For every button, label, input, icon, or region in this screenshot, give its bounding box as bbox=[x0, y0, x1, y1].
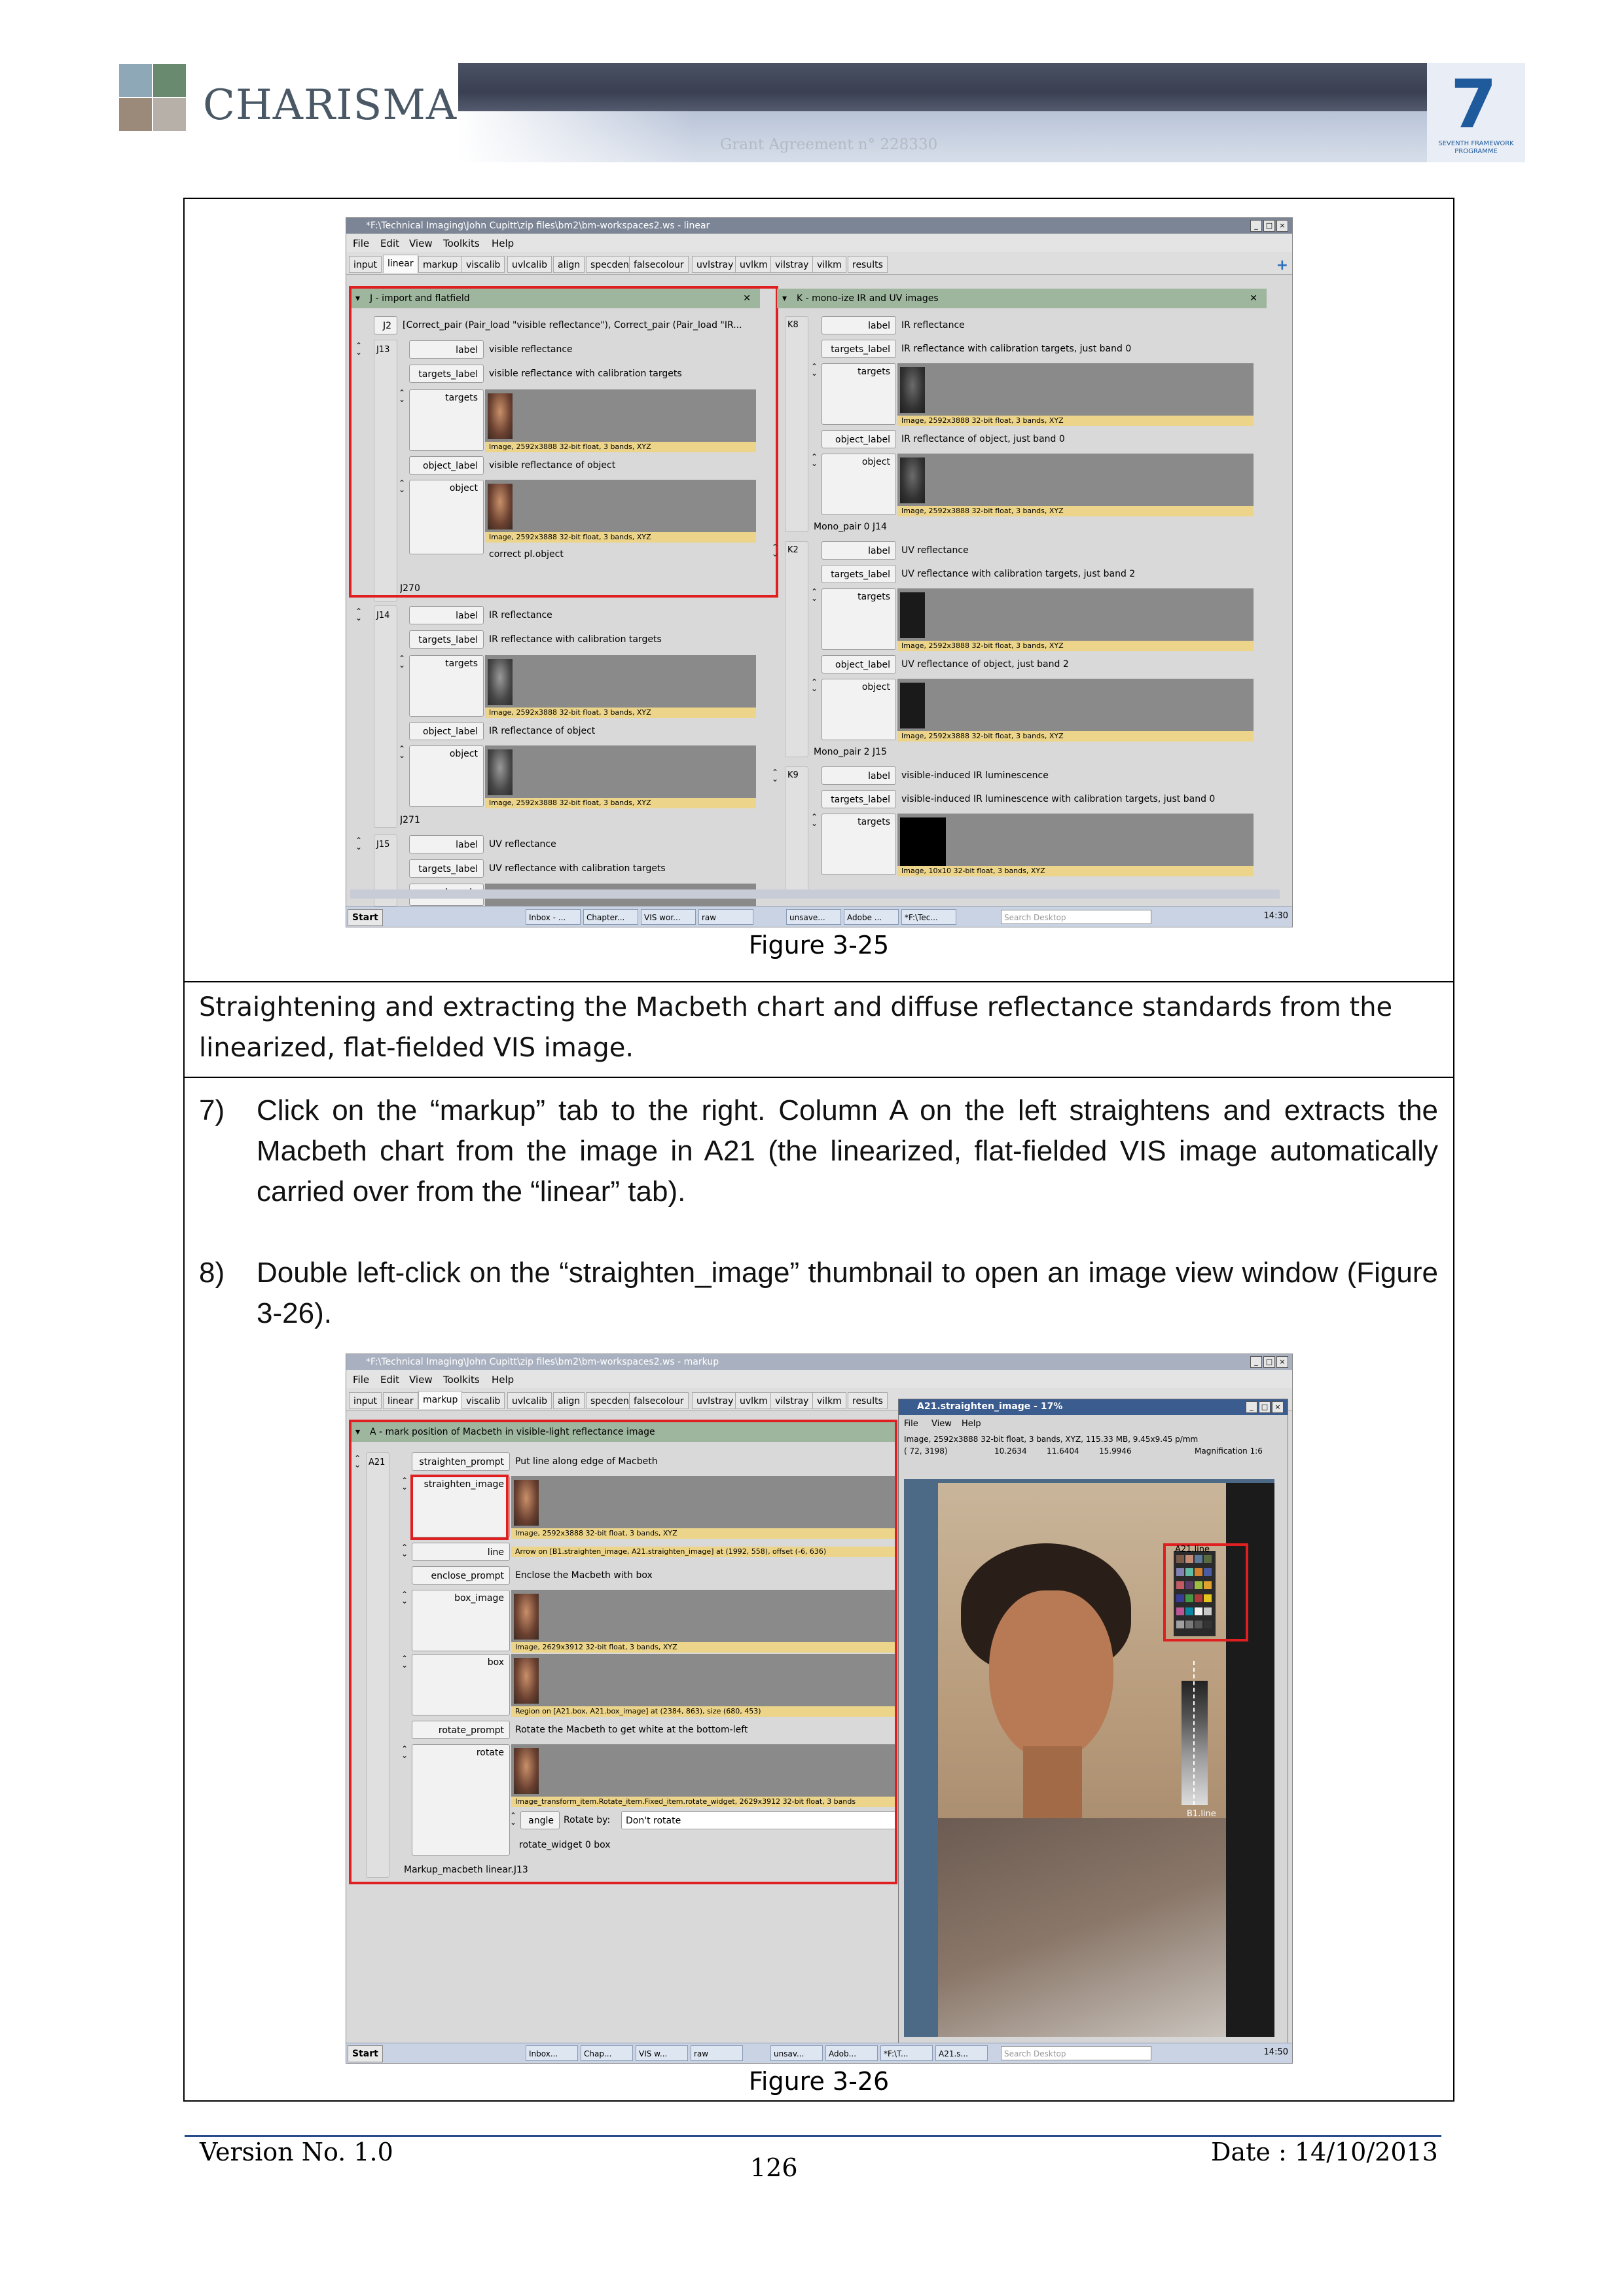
header-band-fade bbox=[458, 111, 694, 162]
minimize-icon[interactable]: _ bbox=[1250, 1356, 1262, 1368]
targets-label-button[interactable]: targets_label bbox=[821, 340, 896, 358]
footer-page-number: 126 bbox=[750, 2153, 798, 2182]
angle-button[interactable]: angle bbox=[520, 1811, 560, 1829]
row-k2-gutter bbox=[785, 541, 808, 757]
column-header-k[interactable]: ▾ K - mono-ize IR and UV images ✕ bbox=[777, 289, 1267, 308]
k9-label-value: visible-induced IR luminescence bbox=[901, 770, 1049, 781]
spin-icon[interactable]: ⌃ ⌄ bbox=[401, 1476, 408, 1492]
menu-file[interactable]: File bbox=[353, 238, 370, 249]
spin-icon[interactable]: ⌃ ⌄ bbox=[399, 478, 406, 494]
menu-edit[interactable]: Edit bbox=[380, 1374, 400, 1386]
spin-icon[interactable]: ⌃ ⌄ bbox=[401, 1590, 408, 1605]
rotate-prompt-value: Rotate the Macbeth to get white at the bottom-left bbox=[515, 1725, 748, 1735]
figure-25-caption: Figure 3-25 bbox=[748, 931, 890, 960]
window-title: *F:\Technical Imaging\John Cupitt\zip files\bm2\bm-workspaces2.ws - linear bbox=[366, 221, 710, 231]
straighten-image-button[interactable]: straighten_image bbox=[412, 1476, 510, 1537]
k2-targets-info: Image, 2592x3888 32-bit float, 3 bands, XYZ bbox=[897, 641, 1254, 651]
tab-input[interactable]: input bbox=[349, 1392, 382, 1409]
close-column-icon[interactable]: ✕ bbox=[1250, 293, 1257, 304]
targets-label-button[interactable]: targets_label bbox=[821, 790, 896, 808]
k8-object-info: Image, 2592x3888 32-bit float, 3 bands, XYZ bbox=[897, 506, 1254, 516]
spin-icon[interactable]: ⌃ ⌄ bbox=[399, 388, 406, 404]
portrait-robe bbox=[938, 1818, 1226, 2037]
fp7-seven-icon: 7 bbox=[1451, 65, 1497, 143]
k8-targets-thumbnail[interactable] bbox=[897, 363, 1254, 416]
targets-label-button[interactable]: targets_label bbox=[409, 859, 484, 878]
minimize-icon[interactable]: _ bbox=[1250, 220, 1262, 232]
footer-date: Date : 14/10/2013 bbox=[1211, 2138, 1438, 2166]
menu-view[interactable]: View bbox=[409, 1374, 433, 1386]
taskbar-item[interactable]: raw bbox=[691, 2045, 743, 2061]
spin-icon[interactable]: ⌃ ⌄ bbox=[811, 812, 818, 828]
object-label-button[interactable]: object_label bbox=[821, 430, 896, 448]
k2-object-info: Image, 2592x3888 32-bit float, 3 bands, XYZ bbox=[897, 731, 1254, 742]
tab-uvlkm[interactable]: uvlkm bbox=[735, 1392, 772, 1409]
close-column-icon[interactable]: ✕ bbox=[743, 293, 751, 304]
rotate-by-select[interactable]: Don't rotate bbox=[621, 1811, 896, 1829]
j15-targets-label-value: UV reflectance with calibration targets bbox=[489, 863, 666, 874]
row-k2-id: K2 bbox=[787, 545, 799, 555]
k9-targets-label-value: visible-induced IR luminescence with calibration targets, just band 0 bbox=[901, 794, 1216, 804]
j14-object-label-value: IR reflectance of object bbox=[489, 726, 596, 736]
line-value: Arrow on [B1.straighten_image, A21.straighten_image] at (1992, 558), offset (-6, 636) bbox=[511, 1547, 896, 1557]
tab-align[interactable]: align bbox=[553, 1392, 585, 1409]
k2-object-thumbnail[interactable] bbox=[897, 679, 1254, 731]
viewer-value-1: 10.2634 bbox=[994, 1446, 1027, 1456]
rotate-widget-value: rotate_widget 0 box bbox=[519, 1840, 611, 1850]
figure-26-screenshot bbox=[346, 1354, 1293, 2064]
targets-button[interactable]: targets bbox=[409, 389, 484, 451]
taskbar-item[interactable]: unsav... bbox=[770, 2045, 823, 2061]
figure-25-screenshot bbox=[346, 217, 1293, 927]
label-button[interactable]: label bbox=[821, 541, 896, 560]
row-j2-value: [Correct_pair (Pair_load "visible reflectance"), Correct_pair (Pair_load "IR... bbox=[403, 320, 742, 331]
portrait-thumbnail bbox=[900, 367, 925, 413]
spin-icon[interactable]: ⌃ ⌄ bbox=[772, 768, 779, 783]
footer-version: Version No. 1.0 bbox=[200, 2138, 393, 2166]
enclose-prompt-value: Enclose the Macbeth with box bbox=[515, 1570, 653, 1581]
taskbar-item[interactable]: *F:\T... bbox=[880, 2045, 933, 2061]
j14-targets-info: Image, 2592x3888 32-bit float, 3 bands, XYZ bbox=[485, 708, 756, 718]
j13-targets-label-value: visible reflectance with calibration targets bbox=[489, 368, 682, 379]
k2-footer: Mono_pair 2 J15 bbox=[814, 747, 887, 757]
tab-falsecolour[interactable]: falsecolour bbox=[629, 1392, 689, 1409]
highlight-box bbox=[349, 286, 778, 598]
menu-edit[interactable]: Edit bbox=[380, 238, 400, 249]
portrait-thumbnail bbox=[488, 659, 513, 705]
spin-icon[interactable]: ⌃ ⌄ bbox=[401, 1744, 408, 1760]
spin-icon[interactable]: ⌃ ⌄ bbox=[811, 587, 818, 603]
j15-label-value: UV reflectance bbox=[489, 839, 556, 850]
targets-label-button[interactable]: targets_label bbox=[409, 365, 484, 383]
menu-toolkits[interactable]: Toolkits bbox=[443, 238, 480, 249]
spin-icon[interactable]: ⌃ ⌄ bbox=[510, 1811, 517, 1827]
spin-icon[interactable]: ⌃ ⌄ bbox=[399, 654, 406, 670]
menu-file[interactable]: File bbox=[353, 1374, 370, 1386]
viewer-menu-view[interactable]: View bbox=[931, 1419, 952, 1429]
k2-object-label-value: UV reflectance of object, just band 2 bbox=[901, 659, 1069, 670]
tab-uvlstray[interactable]: uvlstray bbox=[692, 256, 738, 273]
object-button[interactable]: object bbox=[409, 745, 484, 807]
markup-footer: Markup_macbeth linear.J13 bbox=[404, 1865, 528, 1875]
tab-align[interactable]: align bbox=[553, 256, 585, 273]
collapse-icon[interactable]: ▾ bbox=[355, 1427, 361, 1437]
row-k8-gutter bbox=[785, 316, 808, 532]
highlight-box bbox=[349, 1420, 897, 1884]
start-button[interactable]: Start bbox=[348, 909, 383, 926]
spin-icon[interactable]: ⌃ ⌄ bbox=[355, 836, 363, 852]
rotate-prompt-button[interactable]: rotate_prompt bbox=[412, 1721, 510, 1739]
row-k9-id: K9 bbox=[787, 770, 799, 780]
k8-object-thumbnail[interactable] bbox=[897, 454, 1254, 506]
collapse-icon[interactable]: ▾ bbox=[782, 293, 787, 304]
j13-footer: J270 bbox=[400, 583, 420, 594]
row-j14-gutter bbox=[374, 605, 397, 828]
viewer-value-2: 11.6404 bbox=[1047, 1446, 1079, 1456]
tab-input[interactable]: input bbox=[349, 256, 382, 273]
spin-icon[interactable]: ⌃ ⌄ bbox=[354, 1454, 361, 1469]
maximize-icon[interactable]: □ bbox=[1263, 220, 1275, 232]
b1-line-marker[interactable] bbox=[1193, 1661, 1196, 1805]
footer-rule bbox=[185, 2135, 1441, 2137]
step-text: Double left-click on the “straighten_image” thumbnail to open an image view window (Figure 3-26). bbox=[257, 1257, 1438, 1329]
k2-label-value: UV reflectance bbox=[901, 545, 969, 556]
targets-label-button[interactable]: targets_label bbox=[409, 630, 484, 649]
minimize-icon[interactable]: _ bbox=[1246, 1401, 1257, 1413]
step-text: Click on the “markup” tab to the right. Column A on the left straightens and extracts the Macbeth chart from the image in A21 (the linearized, flat-fielded VIS image automatically carried over from the “linear” tab). bbox=[257, 1094, 1438, 1208]
maximize-icon[interactable]: □ bbox=[1259, 1401, 1271, 1413]
dark-thumbnail bbox=[900, 592, 925, 638]
targets-button[interactable]: targets bbox=[821, 588, 896, 650]
row-k8-id: K8 bbox=[787, 320, 799, 330]
spin-icon[interactable]: ⌃ ⌄ bbox=[811, 677, 818, 693]
j14-footer: J271 bbox=[400, 815, 420, 825]
k2-targets-label-value: UV reflectance with calibration targets, just band 2 bbox=[901, 569, 1136, 579]
logo-text: CHARISMA bbox=[203, 81, 458, 130]
j14-object-thumbnail[interactable] bbox=[485, 745, 756, 798]
taskbar-item[interactable]: Adobe ... bbox=[844, 909, 899, 925]
column-header-a[interactable]: ▾ A - mark position of Macbeth in visible-light reflectance image bbox=[350, 1422, 895, 1442]
tab-uvlstray[interactable]: uvlstray bbox=[692, 1392, 738, 1409]
targets-button[interactable]: targets bbox=[821, 814, 896, 875]
menubar bbox=[346, 234, 1292, 252]
row-k9-gutter bbox=[785, 766, 808, 897]
j14-label-value: IR reflectance bbox=[489, 610, 552, 620]
image-viewer-window bbox=[898, 1399, 1288, 2048]
logo-tile bbox=[119, 64, 152, 97]
macbeth-highlight-box bbox=[1163, 1543, 1248, 1641]
row-j14-id: J14 bbox=[376, 611, 390, 620]
tab-markup[interactable]: markup bbox=[418, 1391, 462, 1409]
j13-object-label-value: visible reflectance of object bbox=[489, 460, 616, 471]
viewer-coords: ( 72, 3198) bbox=[904, 1446, 948, 1456]
label-button[interactable]: label bbox=[409, 606, 484, 624]
box-image-button[interactable]: box_image bbox=[412, 1590, 510, 1651]
enclose-prompt-button[interactable]: enclose_prompt bbox=[412, 1566, 510, 1585]
portrait-thumbnail bbox=[488, 749, 513, 795]
taskbar-item[interactable]: *F:\Tec... bbox=[901, 909, 956, 925]
clock: 14:30 bbox=[1263, 911, 1288, 921]
taskbar bbox=[346, 2043, 1292, 2063]
k8-footer: Mono_pair 0 J14 bbox=[814, 522, 887, 532]
tab-vilstray[interactable]: vilstray bbox=[770, 256, 813, 273]
dark-thumbnail bbox=[900, 683, 925, 728]
spin-icon[interactable]: ⌃ ⌄ bbox=[401, 1543, 408, 1558]
close-icon[interactable]: × bbox=[1276, 1356, 1288, 1368]
viewer-value-3: 15.9946 bbox=[1099, 1446, 1132, 1456]
search-desktop-input[interactable]: Search Desktop bbox=[1001, 2046, 1151, 2060]
row-j2-button[interactable]: J2 bbox=[374, 316, 397, 334]
row-a21-id: A21 bbox=[369, 1458, 386, 1467]
horizontal-scrollbar[interactable] bbox=[350, 889, 1280, 899]
object-label-button[interactable]: object_label bbox=[409, 456, 484, 475]
clock: 14:50 bbox=[1263, 2047, 1288, 2057]
straighten-prompt-value: Put line along edge of Macbeth bbox=[515, 1456, 658, 1467]
viewer-titlebar bbox=[899, 1399, 1288, 1415]
rotate-button[interactable]: rotate bbox=[412, 1744, 510, 1856]
figure-26-caption: Figure 3-26 bbox=[748, 2067, 890, 2096]
menubar bbox=[346, 1370, 1292, 1388]
rotate-by-label: Rotate by: bbox=[564, 1815, 611, 1825]
taskbar-item[interactable]: Inbox - ... bbox=[526, 909, 581, 925]
k8-targets-label-value: IR reflectance with calibration targets, just band 0 bbox=[901, 344, 1132, 354]
j14-targets-thumbnail[interactable] bbox=[485, 655, 756, 708]
logo-tile bbox=[153, 64, 186, 97]
step-number: 7) bbox=[199, 1094, 225, 1126]
tab-vilkm[interactable]: vilkm bbox=[812, 256, 846, 273]
k8-object-label-value: IR reflectance of object, just band 0 bbox=[901, 434, 1065, 444]
grant-agreement: Grant Agreement n° 228330 bbox=[720, 136, 938, 153]
tab-uvlkm[interactable]: uvlkm bbox=[735, 256, 772, 273]
black-thumbnail bbox=[900, 817, 946, 866]
tab-specden[interactable]: specden bbox=[586, 256, 634, 273]
fp7-caption: SEVENTH FRAMEWORK PROGRAMME bbox=[1438, 140, 1514, 155]
menu-view[interactable]: View bbox=[409, 238, 433, 249]
tab-markup[interactable]: markup bbox=[418, 256, 462, 273]
b1-line-label: B1.line bbox=[1187, 1809, 1216, 1819]
j13-label-value: visible reflectance bbox=[489, 344, 573, 355]
j14-targets-label-value: IR reflectance with calibration targets bbox=[489, 634, 662, 645]
taskbar-item[interactable]: A21.s... bbox=[935, 2045, 988, 2061]
targets-button[interactable]: targets bbox=[821, 363, 896, 425]
tabbar bbox=[346, 252, 1292, 275]
box-image-info: Image, 2629x3912 32-bit float, 3 bands, XYZ bbox=[511, 1642, 896, 1653]
object-button[interactable]: object bbox=[821, 679, 896, 740]
row-j15-id: J15 bbox=[376, 840, 390, 850]
tab-linear[interactable]: linear bbox=[383, 255, 418, 273]
viewer-title: A21.straighten_image - 17% bbox=[917, 1401, 1063, 1412]
taskbar-item[interactable]: Chapter... bbox=[583, 909, 638, 925]
tab-uvlcalib[interactable]: uvlcalib bbox=[507, 256, 552, 273]
viewer-image-info: Image, 2592x3888 32-bit float, 3 bands, XYZ, 115.33 MB, 9.45x9.45 p/mm bbox=[904, 1435, 1199, 1444]
k8-targets-info: Image, 2592x3888 32-bit float, 3 bands, XYZ bbox=[897, 416, 1254, 426]
a21-line-label: A21.line bbox=[1175, 1545, 1210, 1554]
tab-vilstray[interactable]: vilstray bbox=[770, 1392, 813, 1409]
add-column-icon[interactable]: + bbox=[1276, 257, 1288, 274]
portrait-neck bbox=[1023, 1746, 1082, 1825]
taskbar-item[interactable]: Adob... bbox=[825, 2045, 878, 2061]
menu-help[interactable]: Help bbox=[492, 1374, 514, 1386]
maximize-icon[interactable]: □ bbox=[1263, 1356, 1275, 1368]
j13-targets-info: Image, 2592x3888 32-bit float, 3 bands, XYZ bbox=[485, 442, 756, 452]
start-button[interactable]: Start bbox=[348, 2045, 383, 2062]
box-info: Region on [A21.box, A21.box_image] at (2384, 863), size (680, 453) bbox=[511, 1706, 896, 1717]
taskbar-item[interactable]: unsave... bbox=[786, 909, 841, 925]
k2-targets-thumbnail[interactable] bbox=[897, 588, 1254, 641]
targets-button[interactable]: targets bbox=[409, 655, 484, 717]
spin-icon[interactable]: ⌃ ⌄ bbox=[399, 744, 406, 760]
step-number: 8) bbox=[199, 1257, 225, 1289]
tab-falsecolour[interactable]: falsecolour bbox=[629, 256, 689, 273]
logo-tile bbox=[119, 98, 152, 131]
object-label-button[interactable]: object_label bbox=[409, 722, 484, 740]
spin-icon[interactable]: ⌃ ⌄ bbox=[355, 341, 363, 357]
fp7-logo bbox=[1427, 63, 1525, 162]
tab-linear[interactable]: linear bbox=[383, 1392, 418, 1409]
portrait-thumbnail bbox=[900, 457, 925, 503]
window-titlebar bbox=[346, 218, 1292, 234]
label-button[interactable]: label bbox=[409, 340, 484, 359]
logo-tile bbox=[153, 98, 186, 131]
figure-description: Straightening and extracting the Macbeth chart and diffuse reflectance standards from the linearized, flat-fielded VIS image. bbox=[199, 992, 1393, 1063]
portrait-face bbox=[989, 1590, 1113, 1761]
taskbar-item[interactable]: raw bbox=[698, 909, 753, 925]
j13-object-info: Image, 2592x3888 32-bit float, 3 bands, XYZ bbox=[485, 532, 756, 543]
taskbar-item[interactable]: VIS w... bbox=[636, 2045, 688, 2061]
header-band-dark bbox=[458, 63, 1427, 111]
tab-specden[interactable]: specden bbox=[586, 1392, 634, 1409]
rotate-info: Image_transform_item.Rotate_item.Fixed_item.rotate_widget, 2629x3912 32-bit float, 3 bands bbox=[511, 1797, 896, 1807]
tab-results[interactable]: results bbox=[848, 1392, 888, 1409]
viewer-menu-file[interactable]: File bbox=[904, 1419, 918, 1429]
window-titlebar bbox=[346, 1354, 1292, 1370]
j13-extra: correct pl.object bbox=[489, 549, 564, 560]
tab-viscalib[interactable]: viscalib bbox=[461, 256, 505, 273]
targets-label-button[interactable]: targets_label bbox=[821, 565, 896, 583]
window-title: *F:\Technical Imaging\John Cupitt\zip files\bm2\bm-workspaces2.ws - markup bbox=[366, 1357, 719, 1367]
collapse-icon[interactable]: ▾ bbox=[355, 293, 361, 304]
object-button[interactable]: object bbox=[821, 454, 896, 515]
close-icon[interactable]: × bbox=[1272, 1401, 1284, 1413]
tab-viscalib[interactable]: viscalib bbox=[461, 1392, 505, 1409]
tab-vilkm[interactable]: vilkm bbox=[812, 1392, 846, 1409]
box-button[interactable]: box bbox=[412, 1654, 510, 1715]
taskbar bbox=[346, 906, 1292, 927]
spin-icon[interactable]: ⌃ ⌄ bbox=[401, 1654, 408, 1670]
line-button[interactable]: line bbox=[412, 1543, 510, 1561]
viewer-magnification: Magnification 1:6 bbox=[1195, 1446, 1263, 1456]
spin-icon[interactable]: ⌃ ⌄ bbox=[811, 362, 818, 378]
taskbar-item[interactable]: Inbox... bbox=[526, 2045, 578, 2061]
j14-object-info: Image, 2592x3888 32-bit float, 3 bands, XYZ bbox=[485, 798, 756, 808]
label-button[interactable]: label bbox=[409, 835, 484, 853]
object-label-button[interactable]: object_label bbox=[821, 655, 896, 673]
viewer-menu-help[interactable]: Help bbox=[962, 1419, 981, 1429]
charisma-logo bbox=[119, 64, 460, 144]
search-desktop-input[interactable]: Search Desktop bbox=[1001, 910, 1151, 924]
object-button[interactable]: object bbox=[409, 480, 484, 554]
column-header-j[interactable]: ▾ J - import and flatfield ✕ bbox=[350, 289, 760, 308]
menu-help[interactable]: Help bbox=[492, 238, 514, 249]
menu-toolkits[interactable]: Toolkits bbox=[443, 1374, 480, 1386]
k9-targets-info: Image, 10x10 32-bit float, 3 bands, XYZ bbox=[897, 866, 1254, 876]
label-button[interactable]: label bbox=[821, 316, 896, 334]
straighten-image-info: Image, 2592x3888 32-bit float, 3 bands, XYZ bbox=[511, 1528, 896, 1539]
straighten-prompt-button[interactable]: straighten_prompt bbox=[412, 1452, 510, 1471]
close-icon[interactable]: × bbox=[1276, 220, 1288, 232]
row-j13-id: J13 bbox=[376, 345, 390, 355]
k8-label-value: IR reflectance bbox=[901, 320, 965, 331]
spin-icon[interactable]: ⌃ ⌄ bbox=[772, 543, 779, 558]
spin-icon[interactable]: ⌃ ⌄ bbox=[811, 452, 818, 468]
taskbar-item[interactable]: VIS wor... bbox=[641, 909, 696, 925]
k9-targets-thumbnail[interactable] bbox=[897, 814, 1254, 866]
label-button[interactable]: label bbox=[821, 766, 896, 785]
tab-results[interactable]: results bbox=[848, 256, 888, 273]
tab-uvlcalib[interactable]: uvlcalib bbox=[507, 1392, 552, 1409]
spin-icon[interactable]: ⌃ ⌄ bbox=[355, 607, 363, 622]
taskbar-item[interactable]: Chap... bbox=[581, 2045, 633, 2061]
